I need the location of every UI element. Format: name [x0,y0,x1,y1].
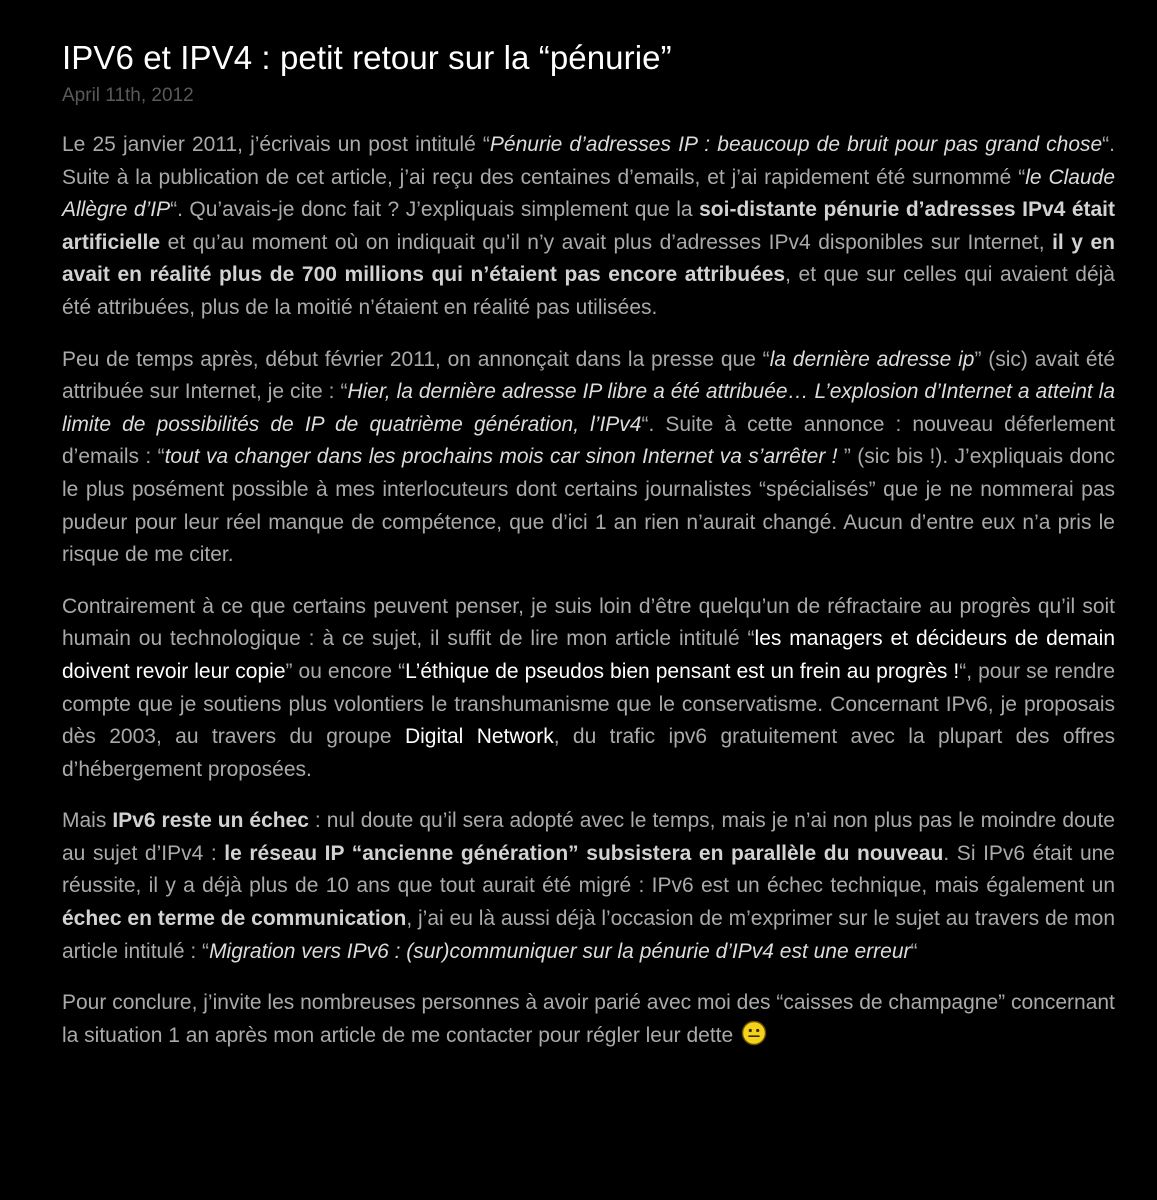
bold-statement: le réseau IP “ancienne génération” subsistera en parallèle du nouveau [224,841,944,865]
post-date: April 11th, 2012 [62,85,194,106]
text-run: Peu de temps après, début février 2011, on annonçait dans la presse que “ [62,347,770,371]
post-title: IPV6 et IPV4 : petit retour sur la “pénurie” [62,39,672,76]
paragraph-3 [62,591,1115,787]
article-link-managers[interactable]: les managers et décideurs de demain doivent revoir leur copie [62,627,1116,683]
paragraph-1 [62,129,1115,325]
text-run: et qu’au moment où on indiquait qu’il n’y avait plus d’adresses IPv4 disponibles sur Internet, [160,230,1053,254]
text-run: “ [910,939,918,963]
text-run: Pour conclure, j’invite les nombreuses personnes à avoir parié avec moi des “caisses de champagne” concernant la situation 1 an après mon article de me contacter pour régler leur dette [62,991,1115,1047]
digital-network-link[interactable]: Digital Network [404,725,554,749]
text-run: “. Suite à cette annonce : nouveau déferlement d’emails : “ [62,412,1115,469]
bold-statement: IPv6 reste un échec [112,809,309,833]
text-run: ” ou encore “ [285,659,406,683]
text-run: , et que sur celles qui avaient déjà été attribuées, plus de la moitié n’étaient en réalité pas utilisées. [62,263,1115,319]
press-quote: Hier, la dernière adresse IP libre a été attribuée… L’explosion d’Internet a atteint la limite de possibilités de IP de quatrième génération, l’IPv4 [62,380,1116,436]
text-run: Contrairement à ce que certains peuvent penser, je suis loin d’être quelqu’un de réfractaire au progrès qu’il soit humain ou technologique : à ce sujet, il suffit de lire mon article intitulé “ [62,594,1115,651]
press-quote: la dernière adresse ip [769,347,975,371]
text-run: . Si IPv6 était une réussite, il y a déjà plus de 10 ans que tout aurait été migré : IPv6 est un échec technique, mais également un [62,841,1115,898]
bold-statement: échec en terme de communication [62,907,407,931]
text-run: “. Suite à la publication de cet article, j’ai reçu des centaines d’emails, et j’ai rapidement été surnommé “ [62,133,1115,189]
text-run: ” (sic bis !). J’expliquais donc le plus posément possible à mes interlocuteurs dont certains journalistes “spécialisés” que je ne nommerai pas pudeur pour leur réel manque de compétence, que d’ici 1 an rien n’aurait changé. Aucun d’entre eux n’a pris le risque de me citer. [62,445,1115,567]
paragraph-2 [62,344,1115,572]
text-run: ” (sic) avait été attribuée sur Internet, je cite : “ [62,347,1116,404]
article-link-ethique[interactable]: L’éthique de pseudos bien pensant est un frein au progrès ! [405,659,960,683]
text-run: “, pour se rendre compte que je soutiens plus volontiers le transhumanisme que le conservatisme. Concernant IPv6, je proposais dès 2003, au travers du groupe [62,659,1116,749]
text-run: , du trafic ipv6 gratuitement avec la plupart des offres d’hébergement proposées. [62,725,1115,781]
nickname-quote: le Claude Allègre d’IP [62,165,1116,222]
email-quote: tout va changer dans les prochains mois car sinon Internet va s’arrêter ! [164,445,844,469]
bold-statement: soi-distante pénurie d’adresses IPv4 était artificielle [62,198,1115,254]
smiley-icon [741,1020,767,1057]
article-title-quote: Migration vers IPv6 : (sur)communiquer sur la pénurie d’IPv4 est une erreur [209,939,911,963]
paragraph-4 [62,805,1115,968]
text-run: Le 25 janvier 2011, j’écrivais un post intitulé “ [62,133,490,156]
paragraph-5 [62,987,1115,1056]
text-run: Mais [62,809,113,833]
text-run: : nul doute qu’il sera adopté avec le temps, mais je n’ai non plus pas le moindre doute au sujet d’IPv4 : [62,809,1115,865]
blog-post [62,34,1115,1075]
text-run: “. Qu’avais-je donc fait ? J’expliquais simplement que la [170,198,700,222]
quoted-title: Pénurie d’adresses IP : beaucoup de bruit pour pas grand chose [489,133,1103,156]
text-run: , j’ai eu là aussi déjà l’occasion de m’exprimer sur le sujet au travers de mon article intitulé : “ [62,907,1115,963]
bold-statement: il y en avait en réalité plus de 700 millions qui n’étaient pas encore attribuées [62,230,1115,287]
